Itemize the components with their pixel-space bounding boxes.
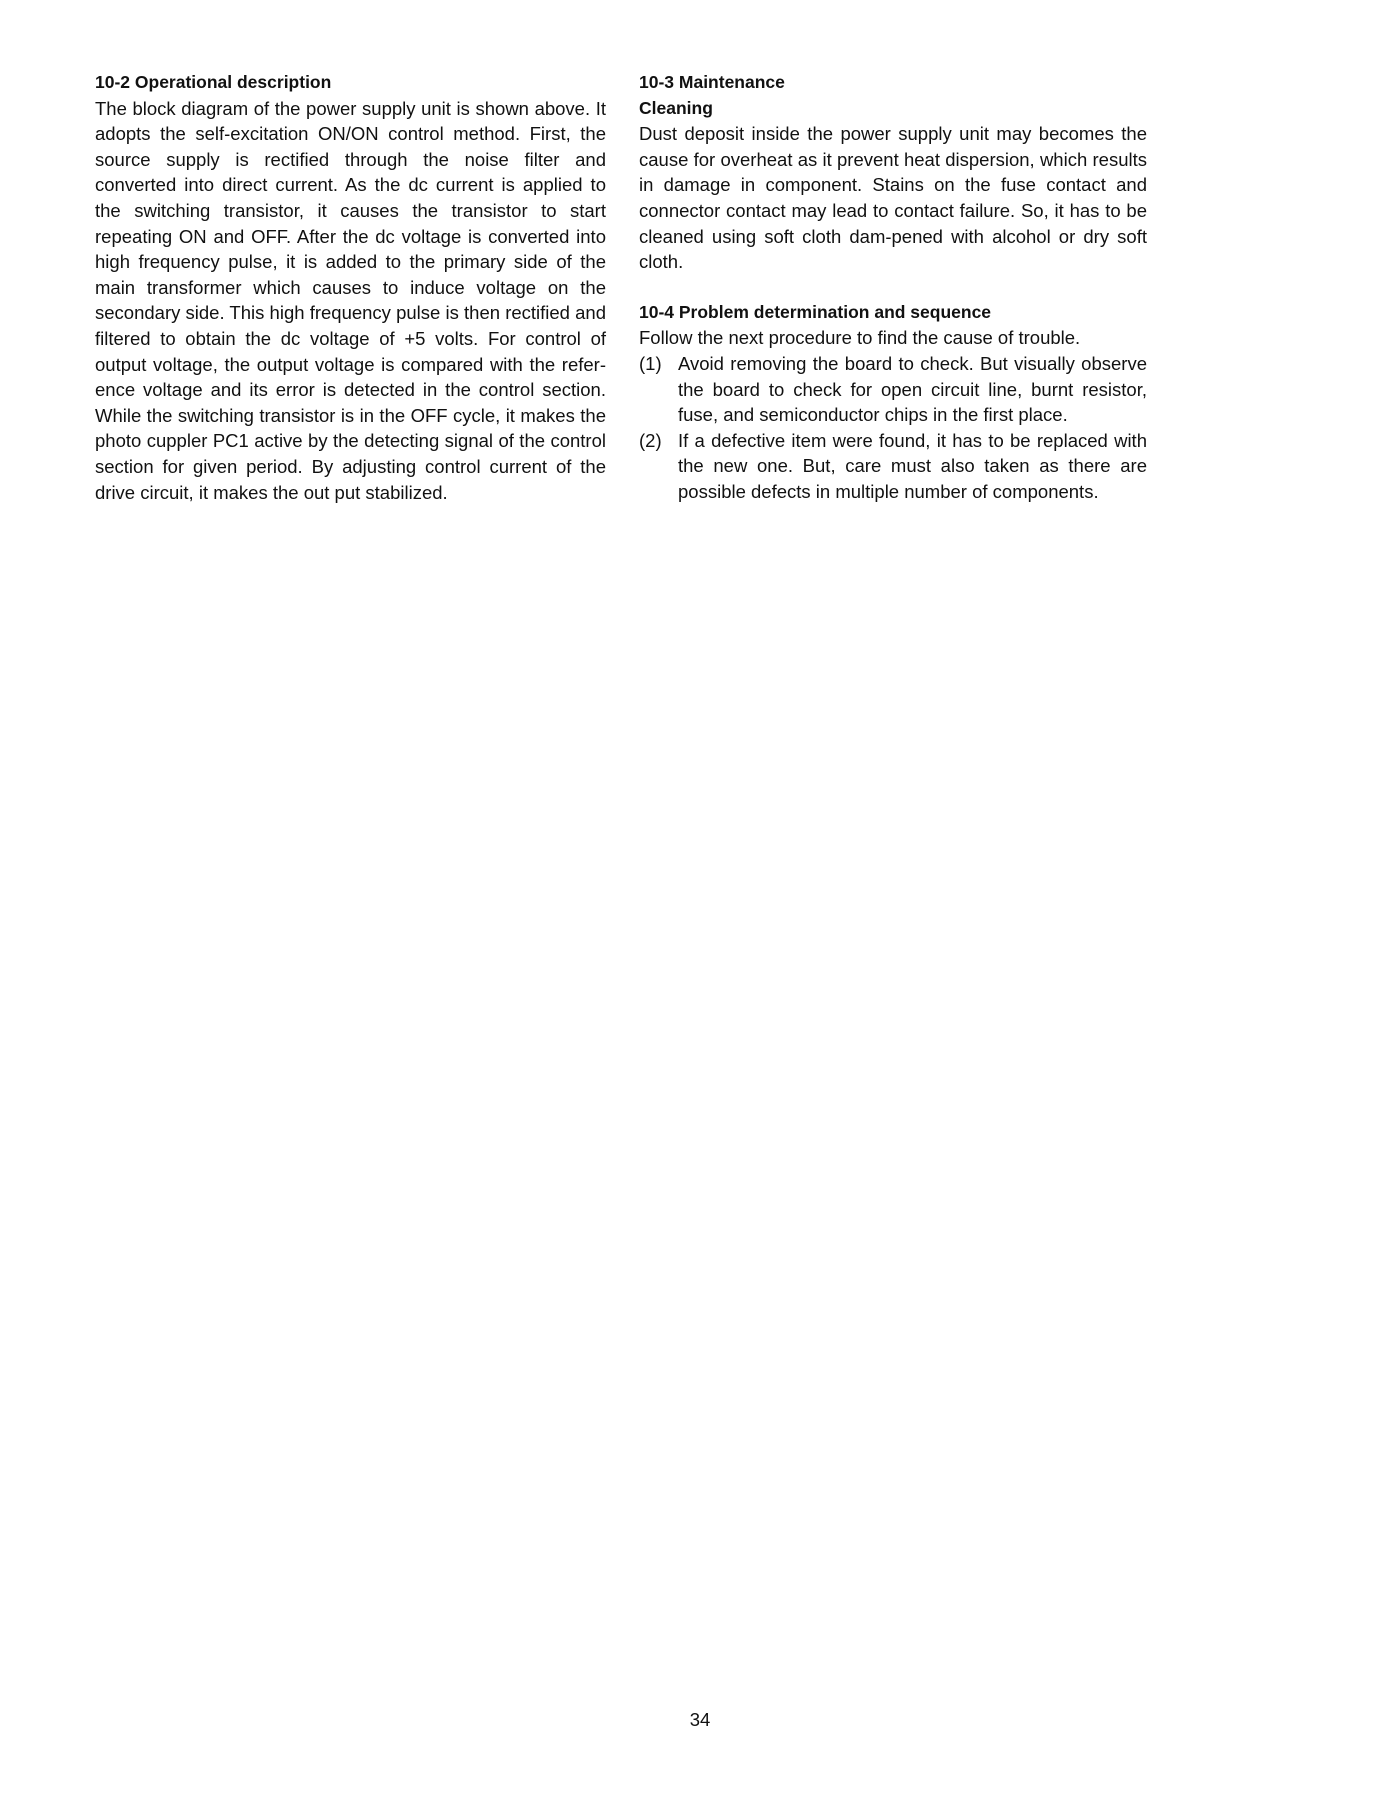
procedure-list <box>639 351 1147 505</box>
left-column <box>95 70 606 505</box>
list-item-marker: (1) <box>639 352 662 374</box>
operational-description-paragraph: The block diagram of the power supply unit is shown above. It adopts the self-excitation ON/ON control method. First, the source supply is rectified through the noise filter and converted into direct current. As the dc current is applied to the switching transistor, it causes the transistor to start repeating ON and OFF. After the dc voltage is converted into high frequency pulse, it is added to the primary side of the main transformer which causes to induce voltage on the secondary side. This high frequency pulse is then rectified and filtered to obtain the dc voltage of +5 volts. For control of output voltage, the output voltage is compared with the refer-ence voltage and its error is detected in the control section. While the switching transistor is in the OFF cycle, it makes the photo cuppler PC1 active by the detecting signal of the control section for given period. By adjusting control current of the drive circuit, it makes the out put stabilized. <box>95 97 606 503</box>
list-item-text: If a defective item were found, it has to be replaced with the new one. But, care must also taken as there are possible defects in multiple number of components. <box>678 429 1147 502</box>
section-gap <box>639 275 1147 300</box>
right-column <box>639 70 1147 505</box>
section-heading-problem-determination: 10-4 Problem determination and sequence <box>639 301 992 322</box>
list-item-text: Avoid removing the board to check. But visually observe the board to check for open circuit line, burnt resistor, fuse, and semiconductor chips in the first place. <box>678 352 1147 426</box>
subheading-cleaning: Cleaning <box>639 97 713 118</box>
list-item-marker: (2) <box>639 429 662 451</box>
list-item <box>639 428 1147 505</box>
list-item <box>639 351 1147 428</box>
problem-intro-paragraph: Follow the next procedure to find the cause of trouble. <box>639 327 1081 349</box>
cleaning-paragraph: Dust deposit inside the power supply unit may becomes the cause for overheat as it prevent heat dispersion, which results in damage in component. Stains on the fuse contact and connector contact may lead to contact failure. So, it has to be cleaned using soft cloth dam-pened with alcohol or dry soft cloth. <box>639 123 1147 273</box>
section-heading-operational-description: 10-2 Operational description <box>95 72 332 92</box>
page-number: 34 <box>689 1709 711 1730</box>
section-heading-maintenance: 10-3 Maintenance <box>639 72 785 92</box>
